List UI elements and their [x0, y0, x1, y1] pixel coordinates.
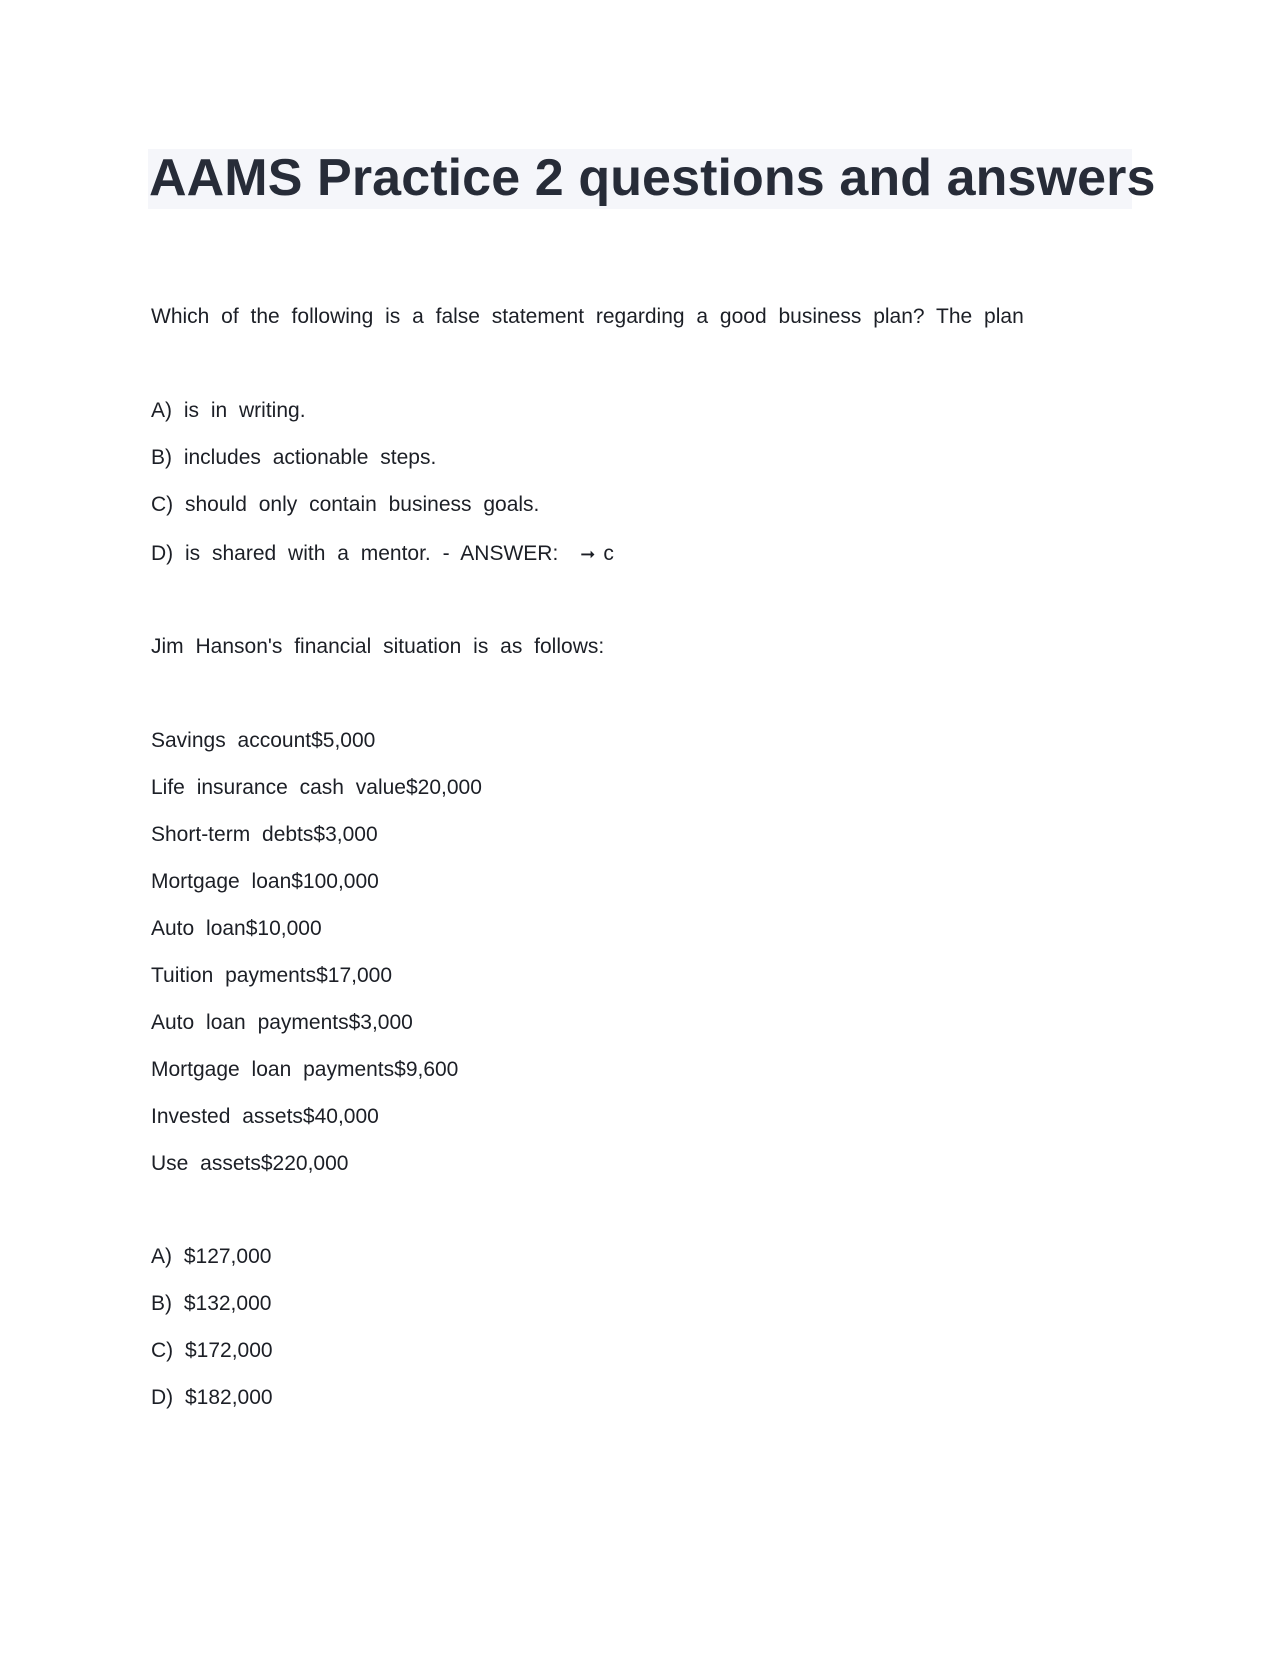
financial-item: Life insurance cash value$20,000 [151, 776, 482, 799]
question-2-prompt: Jim Hanson's financial situation is as follows: [151, 635, 605, 658]
financial-item: Auto loan$10,000 [151, 917, 322, 940]
question-2-option-c: C) $172,000 [151, 1339, 273, 1362]
question-2-option-a: A) $127,000 [151, 1245, 272, 1268]
question-1-answer: c [603, 542, 614, 565]
question-1-option-c: C) should only contain business goals. [151, 493, 540, 516]
financial-item: Auto loan payments$3,000 [151, 1011, 413, 1034]
question-1-prompt: Which of the following is a false statement regarding a good business plan? The plan [151, 305, 1024, 328]
financial-item: Use assets$220,000 [151, 1152, 349, 1175]
financial-item: Invested assets$40,000 [151, 1105, 379, 1128]
financial-item: Short-term debts$3,000 [151, 823, 378, 846]
document-title: AAMS Practice 2 questions and answers [149, 149, 1156, 207]
question-2-option-d: D) $182,000 [151, 1386, 273, 1409]
question-2-option-b: B) $132,000 [151, 1292, 272, 1315]
question-1-option-b: B) includes actionable steps. [151, 446, 437, 469]
financial-item: Mortgage loan payments$9,600 [151, 1058, 459, 1081]
question-1-option-d-line [151, 540, 614, 568]
question-1-option-d: D) is shared with a mentor. - ANSWER: [151, 542, 559, 565]
financial-item: Mortgage loan$100,000 [151, 870, 379, 893]
question-1-option-a: A) is in writing. [151, 399, 306, 422]
financial-item: Tuition payments$17,000 [151, 964, 393, 987]
financial-item: Savings account$5,000 [151, 729, 376, 752]
right-arrow-icon: ➞ [580, 544, 596, 564]
